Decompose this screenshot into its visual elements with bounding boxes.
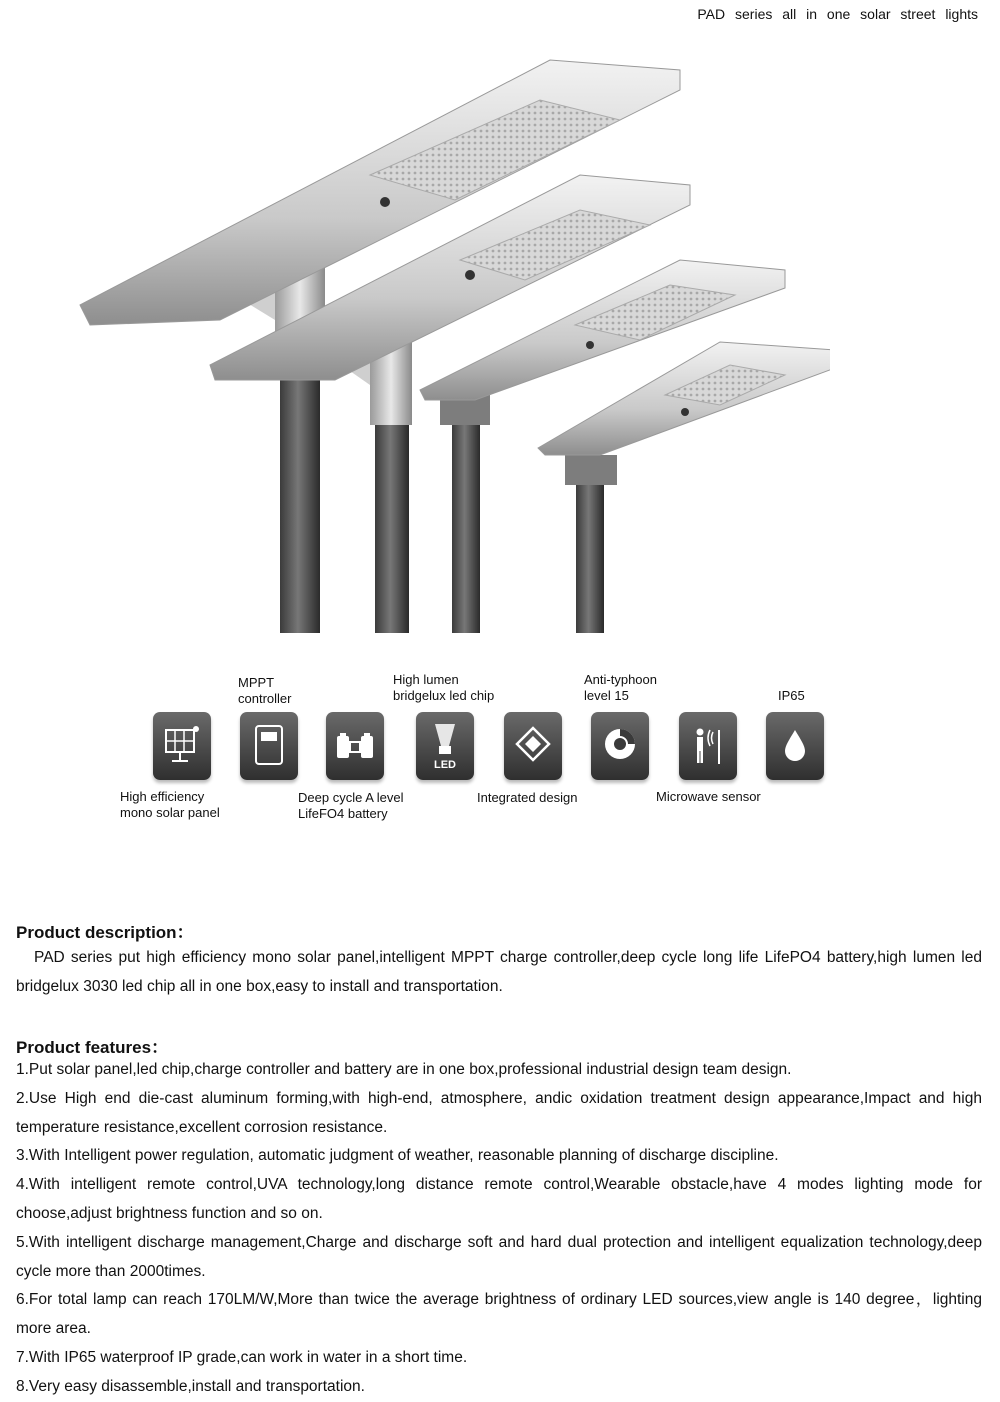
description-heading: Product description： <box>16 923 194 942</box>
label-integrated-design: Integrated design <box>477 790 578 805</box>
battery-icon <box>326 712 384 780</box>
label-battery: Deep cycle A level LifeFO4 battery <box>298 790 404 821</box>
integrated-design-icon <box>504 712 562 780</box>
list-item: 2.Use High end die-cast aluminum forming,with high-end, atmosphere, andic oxidation treatment design appearance,Impact and high temperature resistance,excellent corrosion resistance. <box>16 1089 982 1136</box>
features-heading: Product features： <box>16 1038 169 1057</box>
page-header-title: PAD series all in one solar street lights <box>697 6 978 22</box>
description-body: PAD series put high efficiency mono solar panel,intelligent MPPT charge controller,deep cycle long life LifePO4 battery,high lumen led bridgelux 3030 led chip all in one box,easy to install and transportation. <box>16 949 982 995</box>
solar-panel-icon <box>153 712 211 780</box>
list-item: 6.For total lamp can reach 170LM/W,More than twice the average brightness of ordinary LED sources,view angle is 140 degree，lighting more area. <box>16 1291 982 1338</box>
street-lights-product-image <box>70 50 830 640</box>
list-item: 4.With intelligent remote control,UVA technology,long distance remote control,Wearable obstacle,have 4 modes lighting mode for choose,adjust brightness function and so on. <box>16 1176 982 1222</box>
microwave-sensor-icon <box>679 712 737 780</box>
label-led-chip: High lumen bridgelux led chip <box>393 672 495 703</box>
label-mppt-controller: MPPT controller <box>238 675 292 706</box>
label-solar-panel: High efficiency mono solar panel <box>120 789 220 820</box>
led-text: LED <box>434 759 456 771</box>
label-microwave-sensor: Microwave sensor <box>656 789 761 804</box>
features-list <box>16 1056 982 1402</box>
list-item: 5.With intelligent discharge management,Charge and discharge soft and hard dual protection and intelligent equalization technology,deep cycle more than 2000times. <box>16 1233 982 1280</box>
list-item: 7.With IP65 waterproof IP grade,can work in water in a short time. <box>16 1348 468 1366</box>
list-item: 8.Very easy disassemble,install and transportation. <box>16 1377 365 1395</box>
street-light-4 <box>538 342 830 633</box>
typhoon-icon <box>591 712 649 780</box>
list-item: 1.Put solar panel,led chip,charge controller and battery are in one box,professional industrial design team design. <box>16 1061 792 1078</box>
led-chip-icon <box>416 712 474 780</box>
water-drop-icon <box>766 712 824 780</box>
controller-icon <box>240 712 298 780</box>
description-text <box>16 943 982 1001</box>
label-ip65: IP65 <box>778 688 805 703</box>
label-anti-typhoon: Anti-typhoon level 15 <box>584 672 657 703</box>
list-item: 3.With Intelligent power regulation, automatic judgment of weather, reasonable planning of discharge discipline. <box>16 1147 779 1165</box>
